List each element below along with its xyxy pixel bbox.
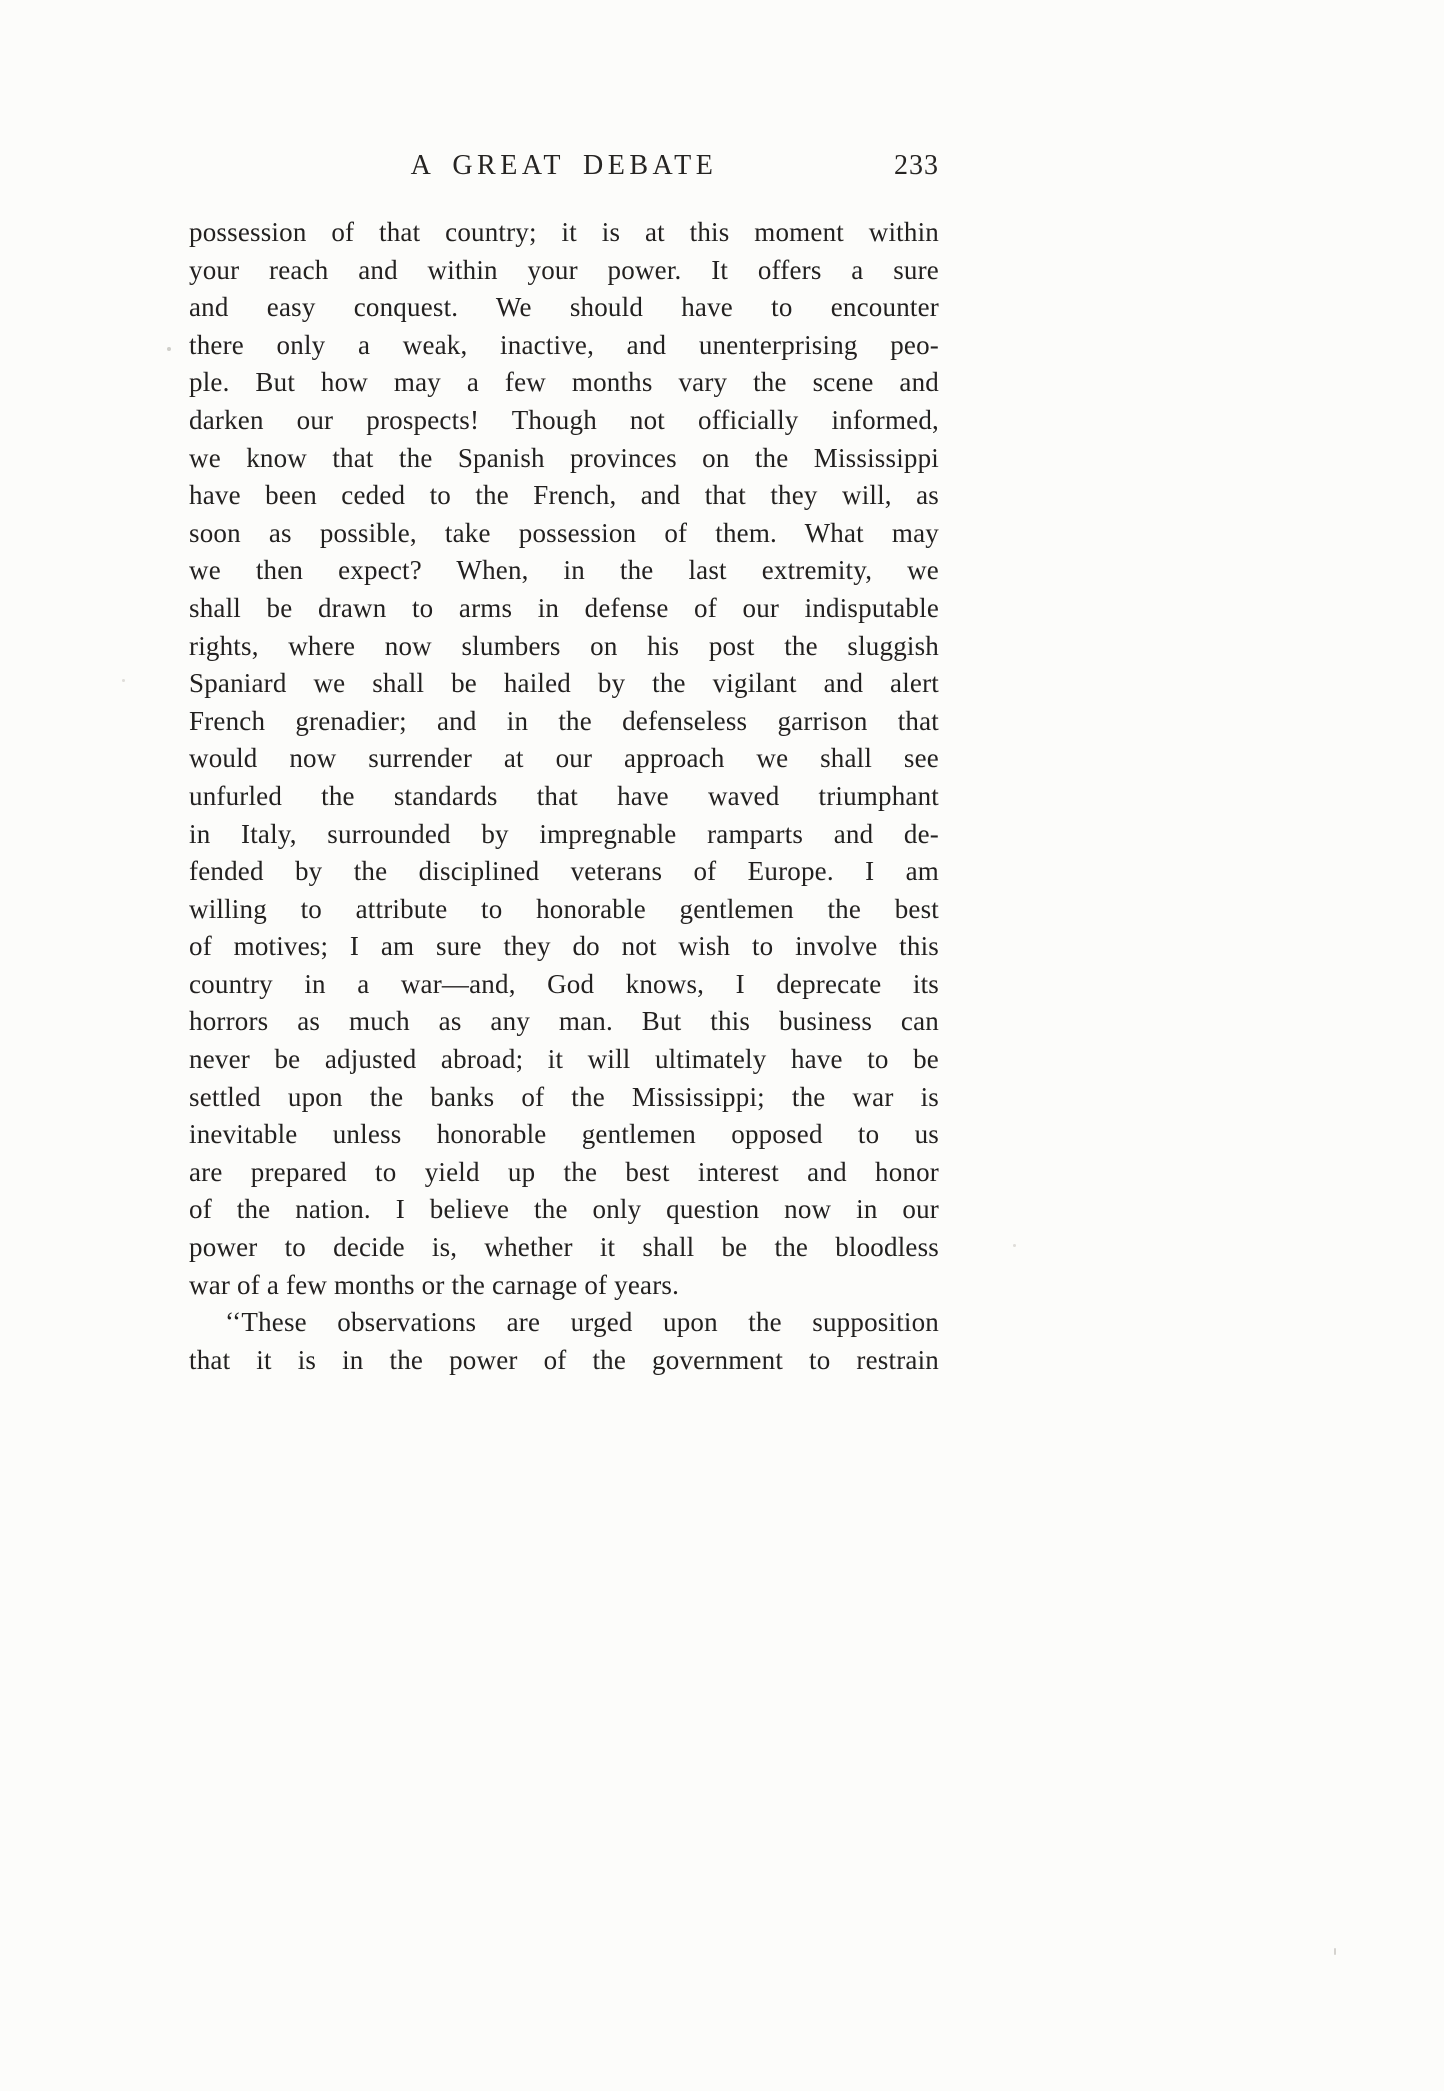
text-line: power to decide is, whether it shall be the bloodless	[189, 1232, 939, 1263]
page-title: A GREAT DEBATE	[410, 150, 718, 181]
text-line: would now surrender at our approach we shall see	[189, 743, 939, 774]
scan-speck	[122, 679, 125, 682]
text-line: that it is in the power of the government to restrain	[189, 1344, 939, 1375]
text-line: and easy conquest. We should have to encounter	[189, 292, 939, 323]
scan-speck	[167, 347, 171, 351]
scan-speck	[1013, 1244, 1016, 1247]
text-line: war of a few months or the carnage of years.	[189, 1269, 680, 1300]
text-line: ‘‘These observations are urged upon the supposition	[225, 1307, 939, 1338]
text-line: country in a war—and, God knows, I deprecate its	[189, 968, 939, 999]
text-line: horrors as much as any man. But this business can	[189, 1006, 939, 1037]
text-line: fended by the disciplined veterans of Europe. I am	[189, 856, 939, 887]
text-line: have been ceded to the French, and that they will, as	[189, 480, 939, 511]
text-line: in Italy, surrounded by impregnable ramparts and de-	[189, 818, 939, 849]
scan-speck	[1334, 1948, 1336, 1955]
text-line: ple. But how may a few months vary the scene and	[189, 367, 939, 398]
text-line: rights, where now slumbers on his post the sluggish	[189, 630, 939, 661]
text-line: there only a weak, inactive, and unenterprising peo-	[189, 329, 939, 360]
text-line: Spaniard we shall be hailed by the vigilant and alert	[189, 668, 939, 699]
page-number: 233	[894, 150, 939, 181]
text-line: your reach and within your power. It offers a sure	[189, 254, 939, 285]
page-content	[189, 150, 939, 1379]
text-line: darken our prospects! Though not officially informed,	[189, 404, 939, 435]
text-line: are prepared to yield up the best interest and honor	[189, 1156, 939, 1187]
text-line: willing to attribute to honorable gentlemen the best	[189, 893, 939, 924]
text-line: we know that the Spanish provinces on the Mississippi	[189, 442, 939, 473]
text-line: shall be drawn to arms in defense of our indisputable	[189, 592, 939, 623]
running-header	[189, 150, 939, 192]
text-line: soon as possible, take possession of them. What may	[189, 517, 939, 548]
text-line: never be adjusted abroad; it will ultimately have to be	[189, 1044, 939, 1075]
text-line: possession of that country; it is at this moment within	[189, 217, 939, 247]
text-line: inevitable unless honorable gentlemen opposed to us	[189, 1119, 939, 1150]
text-line: we then expect? When, in the last extremity, we	[189, 555, 939, 586]
text-line: of motives; I am sure they do not wish to involve this	[189, 931, 939, 962]
text-line: French grenadier; and in the defenseless garrison that	[189, 705, 939, 736]
text-line: settled upon the banks of the Mississippi; the war is	[189, 1081, 939, 1112]
text-line: of the nation. I believe the only question now in our	[189, 1194, 939, 1225]
body-text	[189, 214, 939, 1379]
text-line: unfurled the standards that have waved triumphant	[189, 780, 939, 811]
